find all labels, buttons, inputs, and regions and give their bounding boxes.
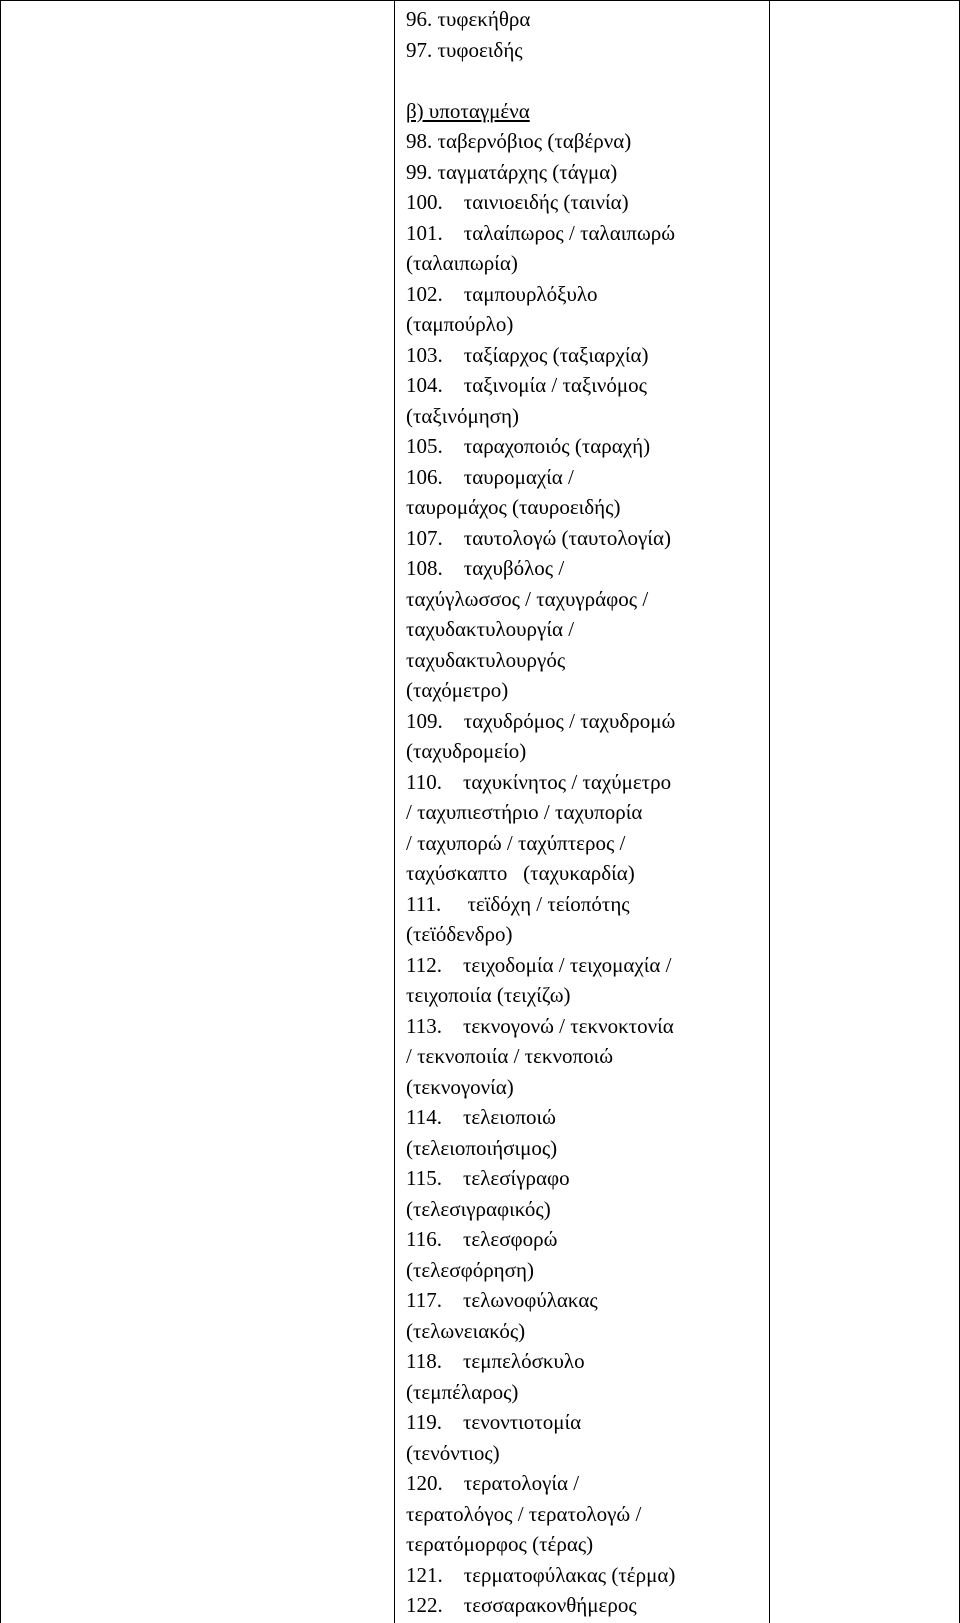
list-item: (τελωνειακός) <box>406 1318 526 1343</box>
list-item: (τελειοποιήσιμος) <box>406 1135 558 1160</box>
list-item: τερατολόγος / τερατολογώ / <box>406 1501 642 1526</box>
list-item: 120. τερατολογία / <box>406 1471 580 1495</box>
list-item: 96. τυφεκήθρα <box>406 7 531 31</box>
section-heading: β) υποταγμένα <box>406 98 530 123</box>
list-item: 103. ταξίαρχος (ταξιαρχία) <box>406 342 649 367</box>
word-list <box>406 4 766 1621</box>
list-item: 107. ταυτολογώ (ταυτολογία) <box>406 525 671 550</box>
list-item: 104. ταξινομία / ταξινόμος <box>406 373 647 397</box>
list-item: / τεκνοποιία / τεκνοποιώ <box>406 1044 614 1068</box>
blank-line <box>406 65 766 96</box>
list-item: ταχυδακτυλουργός <box>406 647 566 672</box>
list-item: 118. τεμπελόσκυλο <box>406 1349 585 1373</box>
list-item: 101. ταλαίπωρος / ταλαιπωρώ <box>406 220 676 245</box>
list-item: 110. ταχυκίνητος / ταχύμετρο <box>406 769 672 794</box>
list-item: (τεμπέλαρος) <box>406 1379 519 1404</box>
list-item: (τενόντιος) <box>406 1440 500 1465</box>
list-item: (τελεσφόρηση) <box>406 1257 534 1282</box>
list-item: (τεκνογονία) <box>406 1074 514 1099</box>
list-item: ταυρομάχος (ταυροειδής) <box>406 495 621 519</box>
list-item: (τελεσιγραφικός) <box>406 1196 551 1221</box>
list-item: (ταχόμετρο) <box>406 678 509 702</box>
list-item: 113. τεκνογονώ / τεκνοκτονία <box>406 1013 674 1038</box>
list-item: 106. ταυρομαχία / <box>406 464 574 489</box>
list-item: 121. τερματοφύλακας (τέρμα) <box>406 1562 676 1587</box>
list-item: 117. τελωνοφύλακας <box>406 1288 598 1312</box>
list-item: (ταξινόμηση) <box>406 403 519 428</box>
list-item: (τεϊόδενδρο) <box>406 922 513 946</box>
list-item: 105. ταραχοποιός (ταραχή) <box>406 434 651 458</box>
list-item: 98. ταβερνόβιος (ταβέρνα) <box>406 129 632 153</box>
list-item: 108. ταχυβόλος / <box>406 556 565 580</box>
list-item: 114. τελειοποιώ <box>406 1105 556 1129</box>
table-column-left <box>0 0 395 1623</box>
list-item: 116. τελεσφορώ <box>406 1227 558 1251</box>
list-item: τειχοποιία (τειχίζω) <box>406 983 571 1007</box>
list-item: / ταχυπιεστήριο / ταχυπορία <box>406 800 643 824</box>
table-column-right <box>769 0 960 1623</box>
list-item: 122. τεσσαρακονθήμερος <box>406 1593 637 1617</box>
list-item: 112. τειχοδομία / τειχομαχία / <box>406 952 672 977</box>
list-item: 97. τυφοειδής <box>406 37 523 62</box>
list-item: 99. ταγματάρχης (τάγμα) <box>406 159 618 184</box>
list-item: / ταχυπορώ / ταχύπτερος / <box>406 830 626 855</box>
list-item: 102. ταμπουρλόξυλο <box>406 281 598 306</box>
list-item: (ταμπούρλο) <box>406 312 514 336</box>
list-item: 100. ταινιοειδής (ταινία) <box>406 190 629 214</box>
list-item: (ταλαιπωρία) <box>406 251 518 275</box>
list-item: 119. τενοντιοτομία <box>406 1410 582 1434</box>
list-item: (ταχυδρομείο) <box>406 739 527 763</box>
list-item: ταχυδακτυλουργία / <box>406 617 575 641</box>
list-item: ταχύγλωσσος / ταχυγράφος / <box>406 586 649 611</box>
list-item: 111. τεϊδόχη / τείοπότης <box>406 891 630 916</box>
list-item: ταχύσκαπτο (ταχυκαρδία) <box>406 861 635 885</box>
list-item: 109. ταχυδρόμος / ταχυδρομώ <box>406 708 676 733</box>
list-item: 115. τελεσίγραφο <box>406 1166 570 1190</box>
list-item: τερατόμορφος (τέρας) <box>406 1532 594 1556</box>
